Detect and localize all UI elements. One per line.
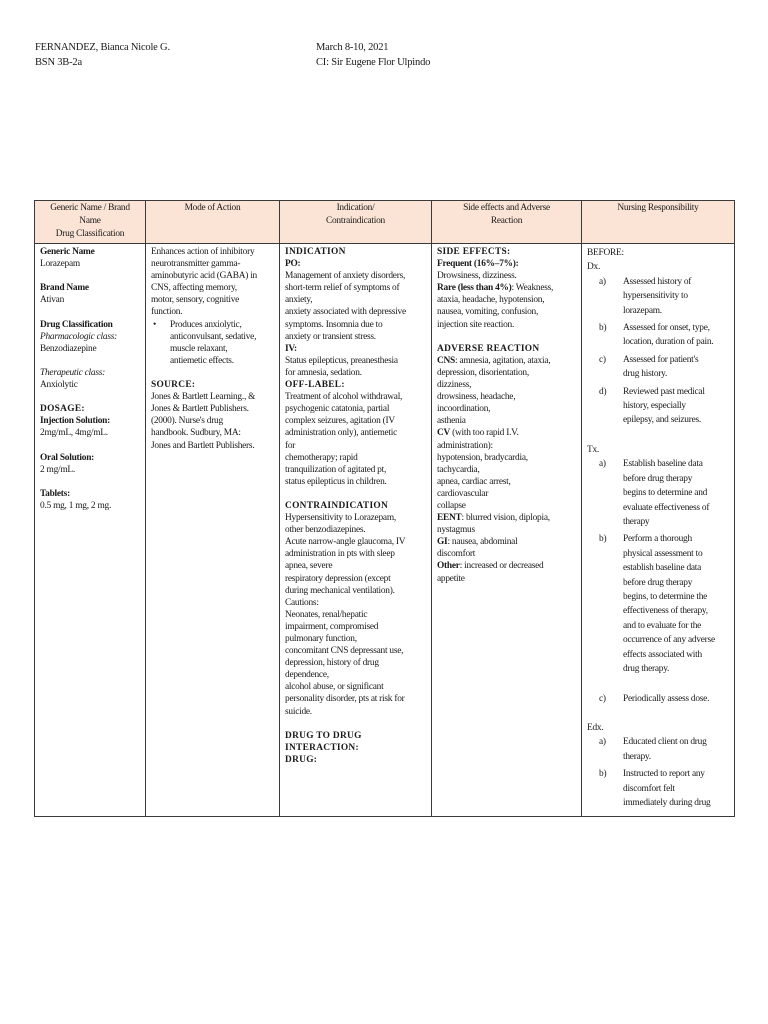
text-line: motor, sensory, cognitive (151, 295, 240, 306)
cell-text: lorazepam. (623, 305, 662, 316)
text-line: nystagmus (437, 525, 475, 536)
header-text: Reaction (490, 216, 523, 226)
text-line: Anxiolytic (40, 380, 78, 391)
blank-line (587, 709, 730, 721)
text-line: psychogenic catatonia, partial (285, 404, 390, 415)
text-line: collapse (437, 500, 466, 511)
list-marker: c) (599, 354, 606, 365)
text-line: INTERACTION: (285, 742, 359, 753)
list-marker: b) (599, 769, 607, 780)
text-line: tachycardia, (437, 464, 480, 475)
bullet-item (151, 319, 275, 367)
list-item (587, 353, 730, 382)
text-line: Lorazepam (40, 259, 80, 270)
list-item-text (163, 319, 275, 367)
text-line: complex seizures, agitation (IV (285, 416, 395, 427)
cell-text: begins, to determine the (623, 592, 708, 603)
text-line: IV: (285, 343, 297, 354)
cell-text: : Weakness, (511, 283, 554, 294)
text-line: ataxia, headache, hypotension, (437, 295, 545, 306)
text-line: SIDE EFFECTS: (437, 247, 511, 257)
blank-line (437, 331, 577, 343)
header-text: Generic Name / Brand (50, 203, 130, 213)
cell-text: Periodically assess dose. (623, 693, 710, 704)
text-line: Dx. (587, 262, 601, 273)
cell-text: therapy (623, 517, 650, 527)
header-text: Indication/ (336, 203, 375, 213)
list-item (587, 735, 730, 764)
text-line: Therapeutic class: (40, 367, 106, 378)
table-header-row (35, 201, 735, 244)
text-line: dependence, (285, 670, 329, 681)
text-line: personality disorder, pts at risk for (285, 694, 405, 705)
blank-line (587, 679, 730, 691)
list-item-text (621, 275, 730, 318)
text-line: OFF-LABEL: (285, 380, 345, 391)
text-line: chemotherapy; rapid (285, 452, 358, 463)
list-marker: a) (599, 459, 606, 470)
blank-line (40, 391, 141, 403)
text-line: alcohol abuse, or significant (285, 682, 384, 693)
cell-text: evaluate effectiveness of (623, 502, 710, 513)
text-line: Drug Classification (40, 319, 113, 330)
cell-text: drug therapy. (623, 664, 670, 675)
header-text: Mode of Action (184, 203, 241, 213)
cell-text: drug history. (623, 369, 668, 380)
cell-text: : amnesia, agitation, ataxia, (455, 355, 551, 366)
list-item (587, 692, 730, 706)
text-line (437, 427, 577, 439)
cell-text: begins to determine and (623, 488, 708, 499)
list-item (587, 275, 730, 318)
list-marker: d) (599, 386, 607, 397)
header-indication-contraindication (280, 201, 432, 244)
header-mode-of-action (146, 201, 280, 244)
cell-text: before drug therapy (623, 577, 693, 588)
text-line: appetite (437, 573, 465, 584)
text-line: other benzodiazepines. (285, 525, 366, 536)
text-line: DOSAGE: (40, 404, 85, 415)
list-item-text (621, 457, 730, 529)
blank-line (285, 718, 427, 730)
cell-text: Produces anxiolytic, (170, 319, 242, 330)
text-line: asthenia (437, 416, 466, 427)
text-line: depression, history of drug (285, 658, 379, 669)
cell-text: (with too rapid I.V. (450, 428, 519, 439)
cell-text: hypersensitivity to (623, 291, 688, 302)
list-item-text (621, 353, 730, 382)
text-line: pulmonary function, (285, 634, 357, 644)
list-item-text (621, 735, 730, 764)
drug-study-table (34, 200, 735, 817)
text-line: Injection Solution: (40, 416, 110, 427)
text-line: drowsiness, headache, (437, 392, 516, 403)
blank-line (151, 367, 275, 379)
text-line: tranquilization of agitated pt, (285, 464, 387, 475)
text-line: 2 mg/mL. (40, 464, 75, 475)
text-line: impairment, compromised (285, 621, 379, 632)
text-line: Benzodiazepine (40, 343, 97, 354)
text-line: function. (151, 307, 183, 318)
text-line: Treatment of alcohol withdrawal, (285, 392, 403, 403)
text-line: cardiovascular (437, 488, 489, 499)
cell-text: muscle relaxant, (170, 343, 228, 354)
cell-text: occurrence of any adverse (623, 635, 715, 646)
student-section: BSN 3B-2a (35, 57, 82, 68)
list-marker: b) (599, 534, 607, 545)
blank-line (40, 440, 141, 452)
cell-text: location, duration of pain. (623, 337, 714, 348)
list-item-text (621, 767, 730, 810)
text-line: symptoms. Insomnia due to (285, 319, 383, 330)
text-line: CNS, affecting memory, (151, 283, 237, 294)
list-item-text (621, 692, 730, 706)
text-line: handbook. Sudbury, MA: (151, 428, 241, 439)
list-marker: a) (599, 737, 606, 748)
bullet-marker: • (153, 319, 157, 330)
header-text: Contraindication (325, 216, 385, 226)
text-line: apnea, severe (285, 561, 333, 572)
cell-text: Educated client on drug (623, 737, 707, 748)
header-nursing-responsibility (582, 201, 735, 244)
student-name: FERNANDEZ, Bianca Nicole G. (35, 42, 170, 53)
clinical-instructor: CI: Sir Eugene Flor Ulpindo (316, 57, 431, 68)
text-line: anxiety or transient stress. (285, 331, 376, 342)
list-item-text (621, 532, 730, 676)
text-line: nausea, vomiting, confusion, (437, 307, 539, 318)
text-line (437, 560, 577, 572)
list-item-text (621, 385, 730, 428)
header-text: Nursing Responsibility (617, 203, 699, 213)
header-generic-brand-classification (35, 201, 146, 244)
text-line: administration): (437, 440, 493, 451)
text-line: Drowsiness, dizziness. (437, 271, 517, 282)
text-line (437, 536, 577, 548)
blank-line (40, 476, 141, 488)
text-line: injection site reaction. (437, 319, 515, 330)
cell-indication-contraindication (280, 244, 432, 817)
text-line: Oral Solution: (40, 452, 95, 463)
text-line: Frequent (16%–7%): (437, 259, 519, 270)
text-line: Ativan (40, 295, 65, 306)
cell-mode-of-action (146, 244, 280, 817)
text-line: suicide. (285, 706, 312, 717)
text-line: short-term relief of symptoms of (285, 283, 400, 294)
text-line: PO: (285, 259, 301, 270)
text-line: for (285, 440, 296, 451)
text-line: apnea, cardiac arrest, (437, 476, 511, 487)
text-line: Jones & Bartlett Learning., & (151, 392, 256, 403)
text-line: Acute narrow-angle glaucoma, IV (285, 537, 406, 548)
text-line: status epilepticus in children. (285, 476, 387, 487)
text-line: Management of anxiety disorders, (285, 271, 406, 282)
cell-text: therapy. (623, 751, 651, 762)
cell-text: CV (437, 428, 451, 439)
text-line: Hypersensitivity to Lorazepam, (285, 513, 396, 524)
text-line: Brand Name (40, 283, 89, 294)
cell-text: physical assessment to (623, 548, 703, 559)
text-line: Jones and Bartlett Publishers. (151, 440, 255, 451)
list-marker: c) (599, 693, 606, 704)
text-line: administration in pts with sleep (285, 549, 395, 560)
cell-text: establish baseline data (623, 563, 702, 574)
text-line: for amnesia, sedation. (285, 367, 362, 378)
cell-text: and to evaluate for the (623, 620, 702, 631)
text-line: incoordination, (437, 404, 491, 415)
text-line: DRUG: (285, 754, 318, 765)
text-line: Jones & Bartlett Publishers. (151, 404, 249, 415)
list-item-text (621, 321, 730, 350)
text-line: BEFORE: (587, 248, 624, 258)
cell-text: history, especially (623, 401, 686, 412)
cell-nursing-responsibility (582, 244, 735, 817)
cell-text: Other (437, 561, 460, 572)
header-text: Name (79, 216, 101, 226)
text-line: Tx. (587, 444, 600, 455)
header-date-instructor (316, 40, 430, 70)
blank-line (285, 488, 427, 500)
text-line: Cautions: (285, 597, 319, 608)
date-text: March 8-10, 2021 (316, 42, 389, 53)
text-line: Status epilepticus, preanesthesia (285, 355, 398, 366)
text-line: anxiety, (285, 295, 313, 306)
text-line (437, 282, 577, 294)
cell-text: Assessed for patient's (623, 354, 699, 365)
cell-text: epilepsy, and seizures. (623, 415, 701, 426)
text-line: Edx. (587, 723, 604, 734)
header-side-effects-adverse-reaction (432, 201, 582, 244)
text-line: aminobutyric acid (GABA) in (151, 271, 257, 282)
cell-text: : increased or decreased (459, 561, 544, 572)
text-line (437, 512, 577, 524)
list-marker: b) (599, 323, 607, 334)
text-line: CONTRAINDICATION (285, 500, 389, 511)
header-text: Drug Classification (55, 229, 125, 239)
blank-line (40, 270, 141, 282)
header-text: Side effects and Adverse (463, 203, 550, 213)
cell-text: Reviewed past medical (623, 386, 705, 397)
blank-line (587, 431, 730, 443)
cell-text: immediately during drug (623, 798, 711, 809)
text-line: Neonates, renal/hepatic (285, 609, 368, 620)
text-line: ADVERSE REACTION (437, 343, 540, 354)
text-line: (2000). Nurse's drug (151, 416, 223, 427)
cell-side-effects (432, 244, 582, 817)
text-line: hypotension, bradycardia, (437, 452, 528, 463)
blank-line (40, 355, 141, 367)
list-item (587, 457, 730, 529)
cell-text: : blurred vision, diplopia, (461, 513, 550, 524)
text-line: dizziness, (437, 380, 472, 391)
text-line: 0.5 mg, 1 mg, 2 mg. (40, 500, 112, 511)
list-item (587, 321, 730, 350)
header-student-info (35, 40, 170, 70)
cell-text: anticonvulsant, sedative, (170, 331, 257, 342)
text-line: Tablets: (40, 488, 70, 499)
cell-text: EENT (437, 513, 462, 524)
list-item (587, 767, 730, 810)
text-line: neurotransmitter gamma- (151, 259, 241, 270)
text-line: discomfort (437, 549, 476, 560)
cell-text: discomfort felt (623, 783, 675, 794)
cell-text: Instructed to report any (623, 769, 705, 780)
cell-text: Assessed history of (623, 276, 692, 287)
list-item (587, 532, 730, 676)
cell-text: Perform a thorough (623, 534, 692, 545)
cell-text: : nausea, abdominal (447, 537, 518, 548)
text-line: Pharmacologic class: (40, 331, 118, 342)
text-line: during mechanical ventilation). (285, 585, 395, 596)
text-line: depression, disorientation, (437, 367, 529, 378)
cell-text: Assessed for onset, type, (623, 323, 710, 334)
text-line: respiratory depression (except (285, 573, 391, 584)
cell-text: Rare (less than 4%) (437, 283, 512, 294)
text-line: Enhances action of inhibitory (151, 247, 255, 257)
text-line: anxiety associated with depressive (285, 307, 406, 318)
cell-drug-names (35, 244, 146, 817)
text-line: administration only), antiemetic (285, 428, 398, 439)
cell-text: effects associated with (623, 649, 702, 660)
cell-text: antiemetic effects. (170, 355, 234, 366)
text-line: INDICATION (285, 247, 346, 257)
text-line: 2mg/mL, 4mg/mL. (40, 428, 108, 439)
text-line: DRUG TO DRUG (285, 730, 362, 741)
list-item (587, 385, 730, 428)
table-row (35, 244, 735, 817)
text-line: concomitant CNS depressant use, (285, 646, 404, 657)
cell-text: CNS (437, 355, 456, 366)
list-marker: a) (599, 276, 606, 287)
cell-text: effectiveness of therapy, (623, 606, 708, 617)
text-line (437, 355, 577, 367)
cell-text: before drug therapy (623, 473, 693, 484)
cell-text: GI (437, 537, 448, 548)
blank-line (40, 306, 141, 318)
text-line: SOURCE: (151, 380, 196, 391)
text-line: Generic Name (40, 247, 95, 257)
cell-text: Establish baseline data (623, 459, 703, 470)
